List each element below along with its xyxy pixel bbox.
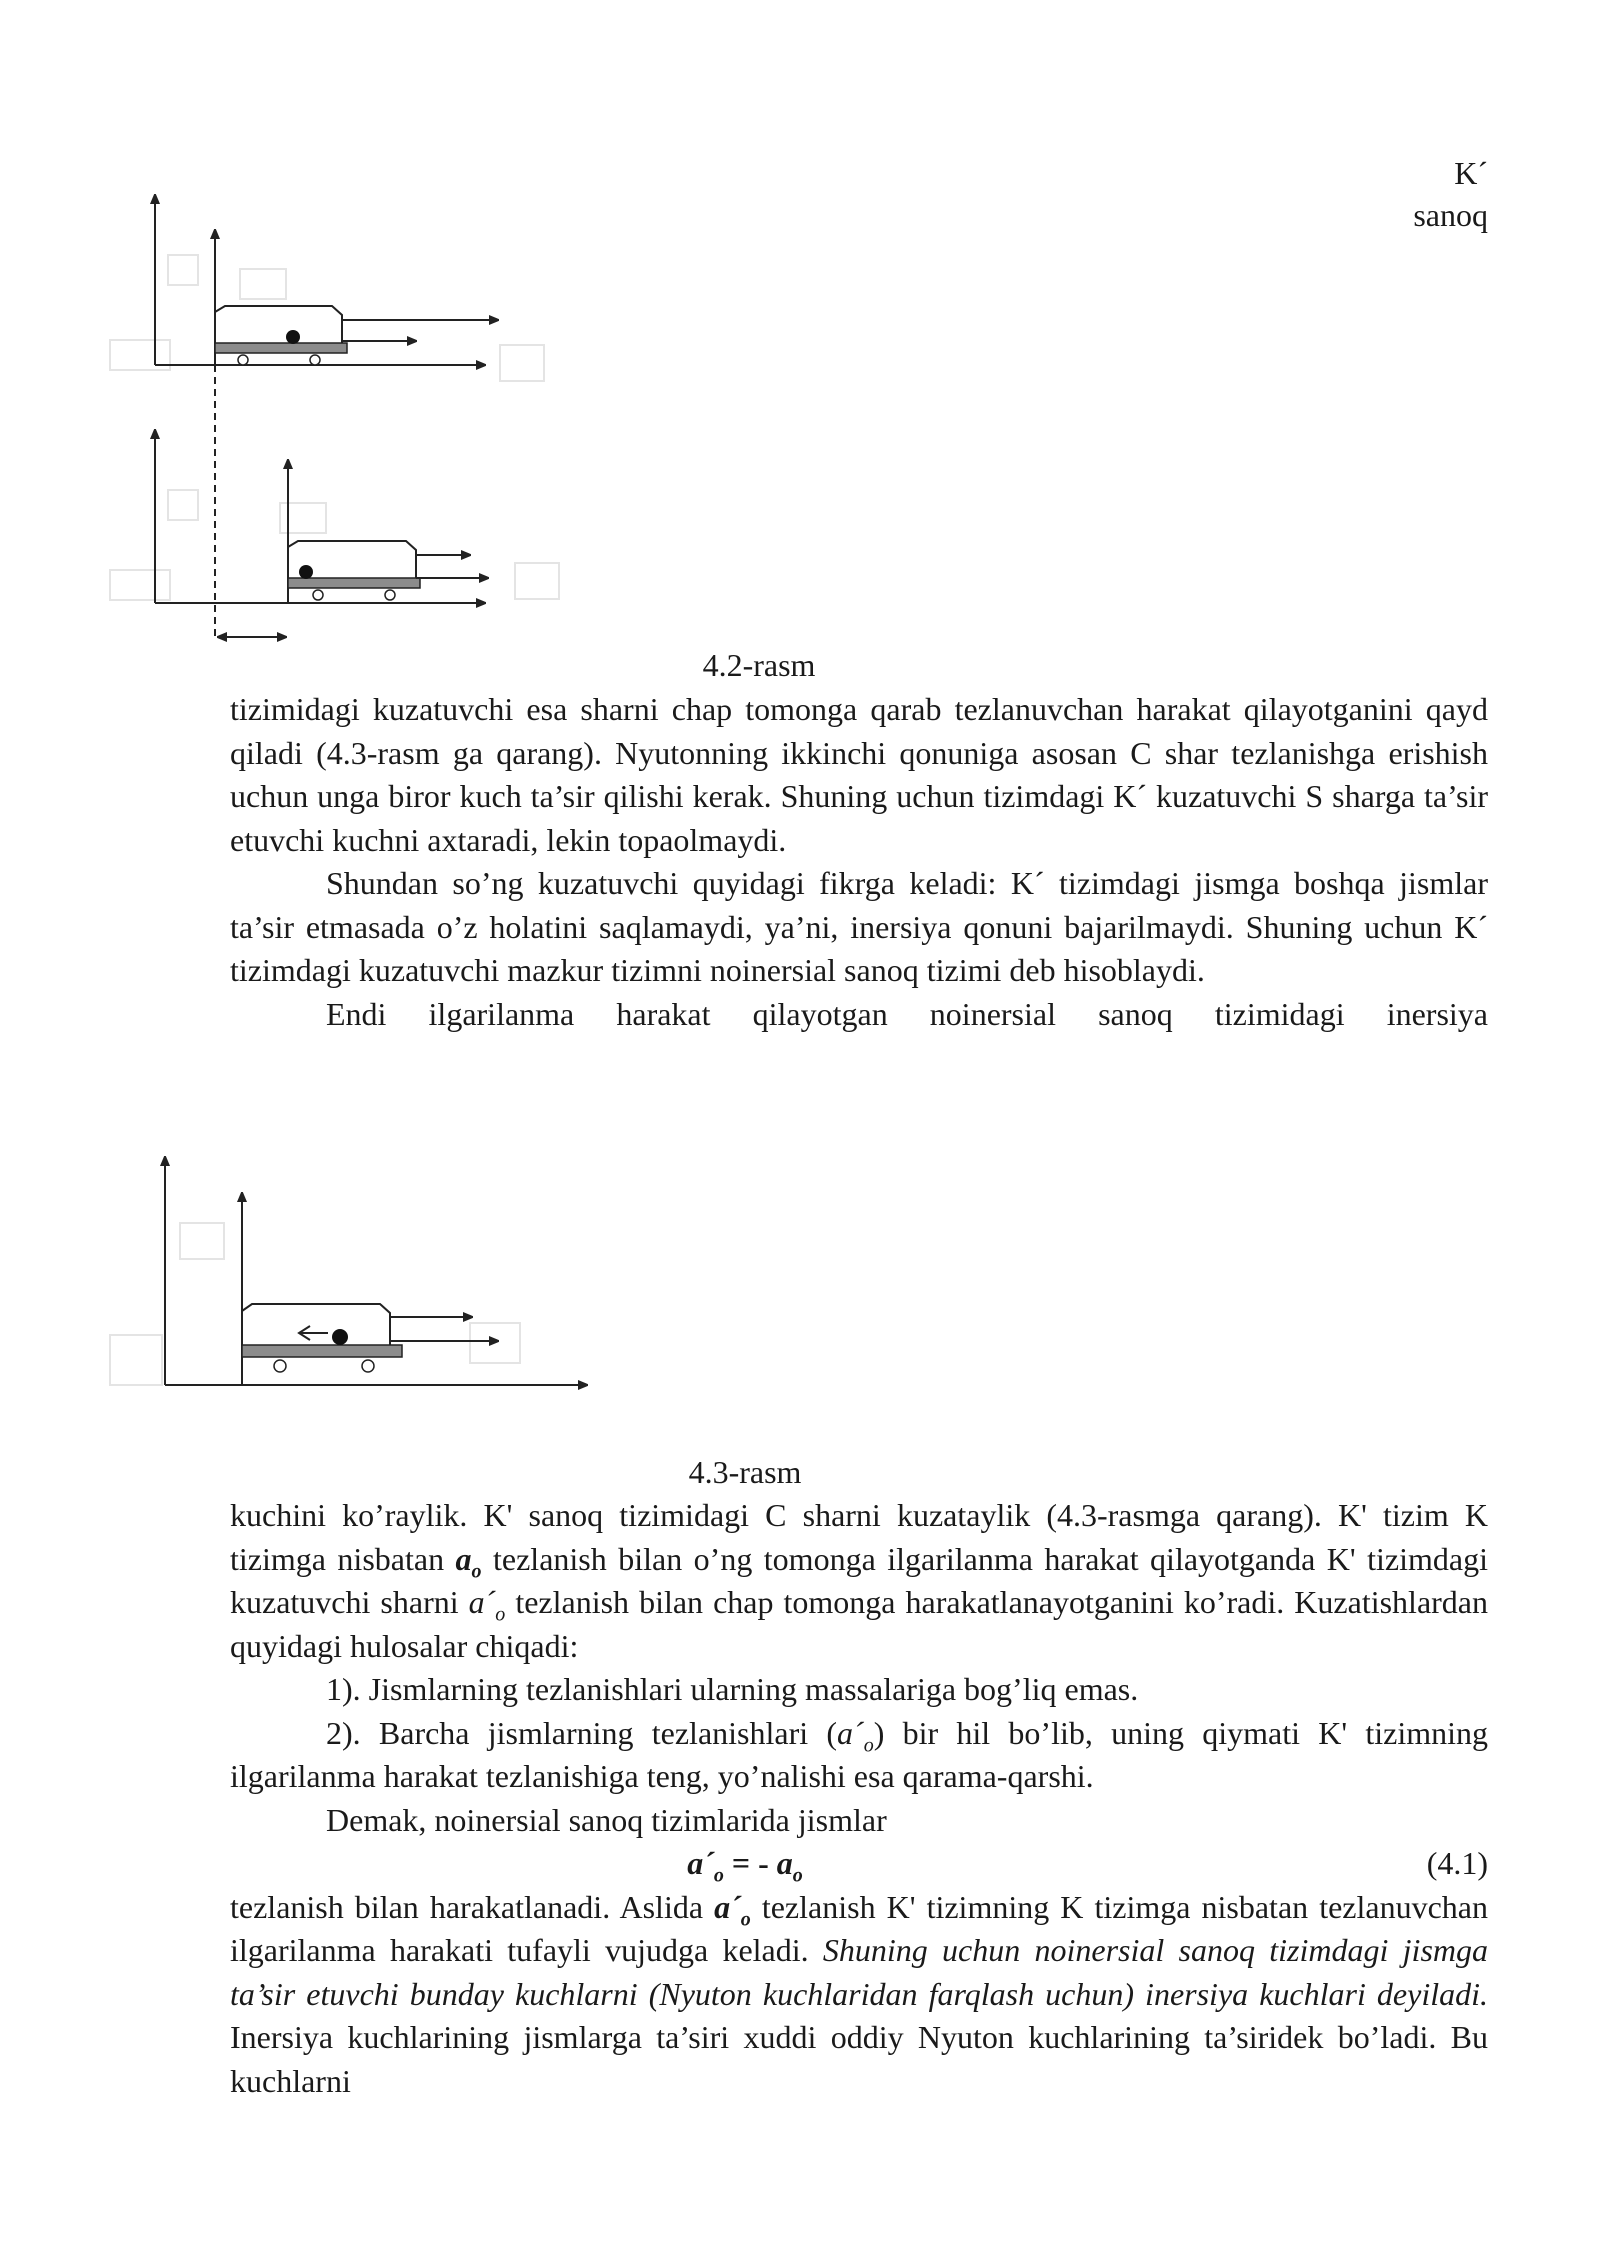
upper-k-axes (155, 195, 485, 365)
equation-rhs (776, 1845, 803, 1887)
paragraph-4 (230, 1494, 1488, 1668)
equation-body (230, 1842, 1260, 1886)
top-right-line2: sanoq (1413, 197, 1488, 233)
figure-4-2 (110, 185, 670, 705)
faint-artifact (280, 503, 326, 533)
ball-c (286, 330, 300, 344)
faint-artifact (515, 563, 559, 599)
symbol-letter: a´ (687, 1845, 714, 1881)
symbol-a-prime-o (468, 1584, 506, 1626)
paragraph-6-text: tezlanish K' tizimning K tizimga nisbatan tezlanuvchan ilgarilanma harakati tufayli vujudga keladi. (230, 1888, 1489, 1968)
ball-c (299, 565, 313, 579)
equation-lhs (687, 1845, 724, 1887)
symbol-a-prime-o (714, 1888, 751, 1930)
symbol-a-o (455, 1540, 482, 1582)
paragraph-4-text: tezlanish bilan chap tomonga harakatlanayotganini ko’radi. Kuzatishlardan quyidagi hulosalar chiqadi: (230, 1584, 1489, 1664)
faint-artifact (500, 345, 544, 381)
paragraph-5: Demak, noinersial sanoq tizimlarida jismlar (326, 1801, 887, 1838)
faint-artifact (240, 269, 286, 299)
figure-4-3 (110, 1145, 630, 1405)
faint-artifact (110, 1335, 162, 1385)
symbol-subscript: o (713, 1864, 724, 1887)
lower-cart (288, 541, 420, 600)
ball-c (332, 1329, 348, 1345)
symbol-letter: a (455, 1540, 472, 1577)
top-right-text (1413, 152, 1488, 236)
cart (242, 1304, 402, 1372)
symbol-letter: a´ (468, 1584, 496, 1620)
paragraph-6-text: Inersiya kuchlarining jismlarga ta’siri xuddi oddiy Nyuton kuchlarining ta’siridek bo’ladi. Bu kuchlarni (230, 2019, 1488, 2099)
symbol-subscript: o (495, 1603, 506, 1626)
text-block-1 (230, 688, 1488, 1036)
faint-artifact (110, 570, 170, 600)
faint-artifact (470, 1323, 520, 1363)
equation-number: (4.1) (1426, 1845, 1488, 1881)
equation-4-1 (230, 1842, 1488, 1886)
list-item-1: 1). Jismlarning tezlanishlari ularning massalariga bog’liq emas. (326, 1671, 1139, 1707)
symbol-letter: a´ (837, 1714, 864, 1751)
symbol-letter: a´ (714, 1888, 741, 1925)
list-item-2-text: ) bir hil bo’lib, uning qiymati K' tizimning ilgarilanma harakat tezlanishiga teng, yo’nalishi esa qarama-qarshi. (230, 1714, 1489, 1794)
top-right-line1: K´ (1454, 155, 1488, 191)
upper-cart (215, 306, 347, 365)
text-block-2 (230, 1494, 1488, 2103)
symbol-letter: a (776, 1845, 793, 1881)
symbol-subscript: o (471, 1559, 482, 1582)
equation-operator: = - (723, 1845, 777, 1881)
paragraph-2: Shundan so’ng kuzatuvchi quyidagi fikrga keladi: K´ tizimdagi jismga boshqa jismlar ta’sir etmasada o’z holatini saqlamaydi, ya’ni, inersiya qonuni bajarilmaydi. Shuning uchun K´ tizimdagi kuzatuvchi mazkur tizimni noinersial sanoq tizimi deb hisoblaydi. (230, 865, 1488, 988)
symbol-subscript: o (740, 1907, 751, 1930)
faint-artifact (168, 255, 198, 285)
symbol-a-prime-o (837, 1714, 874, 1756)
paragraph-6 (230, 1886, 1488, 2104)
symbol-subscript: o (792, 1864, 803, 1887)
paragraph-3: Endi ilgarilanma harakat qilayotgan noinersial sanoq tizimidagi inersiya (326, 995, 1488, 1032)
paragraph-6-text: tezlanish bilan harakatlanadi. Aslida (230, 1888, 715, 1925)
paragraph-6-definition: Shuning uchun noinersial sanoq tizimdagi jismga ta’sir etuvchi bunday kuchlarni (Nyuton kuchlaridan farqlash uchun) inersiya kuchlari deyiladi. (230, 1932, 1488, 2012)
faint-artifact (168, 490, 198, 520)
symbol-subscript: o (863, 1733, 874, 1756)
paragraph-4-text: kuchini ko’raylik. K' sanoq tizimidagi C sharni kuzataylik (4.3-rasmga qarang). K' tizim K tizimga nisbatan (230, 1497, 1488, 1577)
figure-4-2-caption: 4.2-rasm (702, 647, 816, 683)
figure-4-3-caption: 4.3-rasm (688, 1454, 802, 1490)
inertial-acceleration-arrow (299, 1326, 328, 1340)
paragraph-4-text: tezlanish bilan o’ng tomonga ilgarilanma harakat qilayotganda K' tizimdagi kuzatuvchi sharni (230, 1540, 1489, 1620)
list-item-2 (230, 1712, 1488, 1799)
paragraph-1: tizimidagi kuzatuvchi esa sharni chap tomonga qarab tezlanuvchan harakat qilayotganini qayd qiladi (4.3-rasm ga qarang). Nyutonning ikkinchi qonuniga asosan C shar tezlanishga erishish uchun unga biror kuch ta’sir qilishi kerak. Shuning uchun tizimdagi K´ kuzatuvchi S sharga ta’sir etuvchi kuchni axtaradi, lekin topaolmaydi. (230, 691, 1488, 858)
faint-artifact (180, 1223, 224, 1259)
list-item-2-text: 2). Barcha jismlarning tezlanishlari ( (326, 1714, 838, 1751)
